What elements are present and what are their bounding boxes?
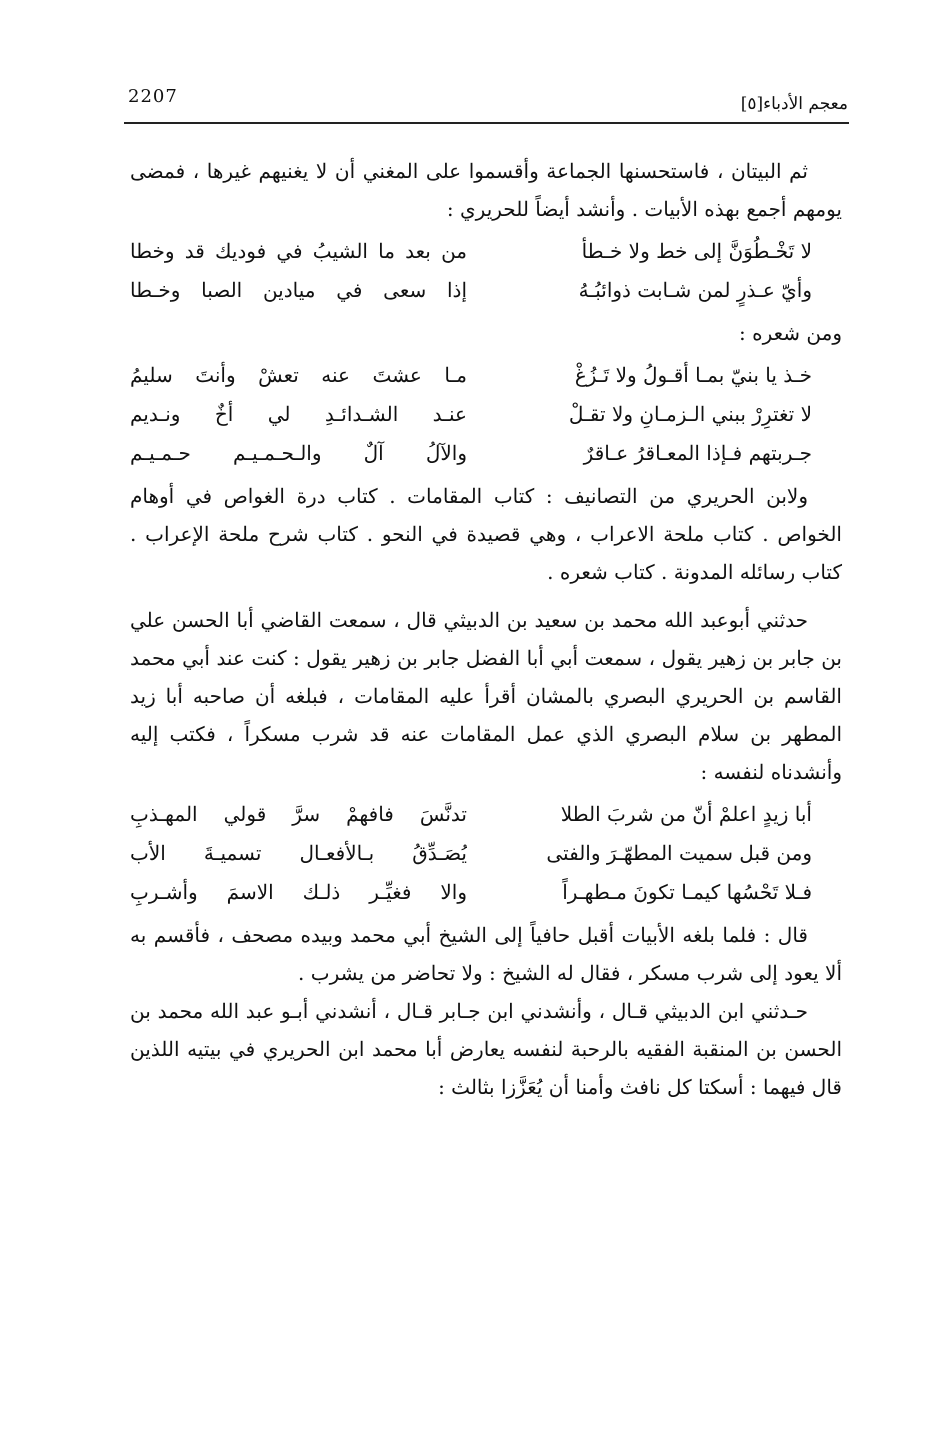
hemistich-second: من بعد ما الشيبُ في فوديك قد وخطا: [130, 239, 467, 263]
paragraph-2: ولابن الحريري من التصانيف : كتاب المقامات . كتاب درة الغواص في أوهام الخواص . كتاب ملحة الاعراب ، وهي قصيدة في النحو . كتاب شرح ملحة الإعراب . كتاب رسائله المدونة . كتاب شعره .: [130, 484, 842, 584]
page-body: [130, 152, 842, 1106]
hemistich-second: تدنَّسَ فافهمْ سرَّ قولي المهـذبِ: [130, 802, 467, 826]
verse-line: [130, 834, 842, 873]
hemistich-first: لا تغترِرْ ببني الـزمـانِ ولا تقـلْ: [568, 402, 812, 426]
verse-line: [130, 232, 842, 271]
poem-intro: ومن شعره :: [739, 321, 842, 345]
hemistich-first: خـذ يا بنيّ بمـا أقـولُ ولا تَـزُغْ: [574, 363, 812, 387]
verse-line: [130, 434, 842, 473]
header-rule: [124, 122, 849, 124]
paragraph-1: ثم البيتان ، فاستحسنها الجماعة وأقسموا على المغني أن لا يغنيهم غيرها ، فمضى يومهم أجمع بهذه الأبيات . وأنشد أيضاً للحريري :: [130, 159, 842, 221]
hemistich-first: جـربتهم فـإذا المعـاقرُ عـاقرٌ: [583, 441, 812, 465]
hemistich-second: والآلُ آلٌ والـحـمـيـم حـمـيـم: [130, 441, 467, 465]
page-number: 2207: [128, 86, 178, 107]
poem-3: [130, 795, 842, 912]
paragraph-4: قال : فلما بلغه الأبيات أقبل حافياً إلى الشيخ أبي محمد وبيده مصحف ، فأقسم به ألا يعود إلى شرب مسكر ، فقال له الشيخ : ولا تحاضر من يشرب .: [130, 923, 842, 985]
hemistich-second: والا فغيِّـر ذلـك الاسمَ وأشـربِ: [130, 880, 467, 904]
poem-2: [130, 356, 842, 473]
paragraph-3: حدثني أبوعبد الله محمد بن سعيد بن الدبيثي قال ، سمعت القاضي أبا الحسن علي بن جابر بن زهير يقول ، سمعت أبي أبا الفضل جابر بن زهير يقول : كنت عند أبي محمد القاسم بن الحريري البصري بالمشان أقرأ عليه المقامات ، فبلغه أن صاحبه أبا زيد المطهر بن سلام البصري الذي عمل المقامات عنه قد شرب مسكراً ، فكتب إليه وأنشدناه لنفسه :: [130, 608, 842, 784]
hemistich-first: لا تَخْـطُوَنَّ إلى خط ولا خـطأ: [581, 239, 812, 263]
verse-line: [130, 271, 842, 310]
running-title: معجم الأدباء[٥]: [740, 94, 848, 114]
verse-line: [130, 873, 842, 912]
hemistich-second: مـا عشتَ عنه تعشْ وأنتَ سليمُ: [130, 363, 467, 387]
hemistich-second: عنـد الشـدائـدِ لي أخٌ ونـديم: [130, 402, 467, 426]
verse-line: [130, 795, 842, 834]
hemistich-first: أبا زيدٍ اعلمْ أنّ من شربَ الطلا: [560, 802, 812, 826]
hemistich-second: يُصَـدِّقُ بـالأفعـال تسميـةَ الأب: [130, 841, 467, 865]
verse-line: [130, 356, 842, 395]
hemistich-first: فـلا تَحْسُها كيمـا تكونَ مـطهـراً: [562, 880, 812, 904]
poem-1: [130, 232, 842, 310]
hemistich-first: وأيّ عـذرٍ لمن شـابت ذوائبُـهُ: [578, 278, 812, 302]
hemistich-first: ومن قبل سميت المطهّـرَ والفتى: [546, 841, 812, 865]
hemistich-second: إذا سعى في ميادين الصبا وخـطا: [130, 278, 467, 302]
verse-line: [130, 395, 842, 434]
paragraph-5: حـدثني ابن الدبيثي قـال ، وأنشدني ابن جـابر قـال ، أنشدني أبـو عبد الله محمد بن الحسن بن المنقبة الفقيه بالرحبة لنفسه يعارض أبا محمد ابن الحريري في بيتيه اللذين قال فيهما : أسكتا كل نافث وأمنا أن يُعَزَّزا بثالث :: [130, 999, 842, 1099]
